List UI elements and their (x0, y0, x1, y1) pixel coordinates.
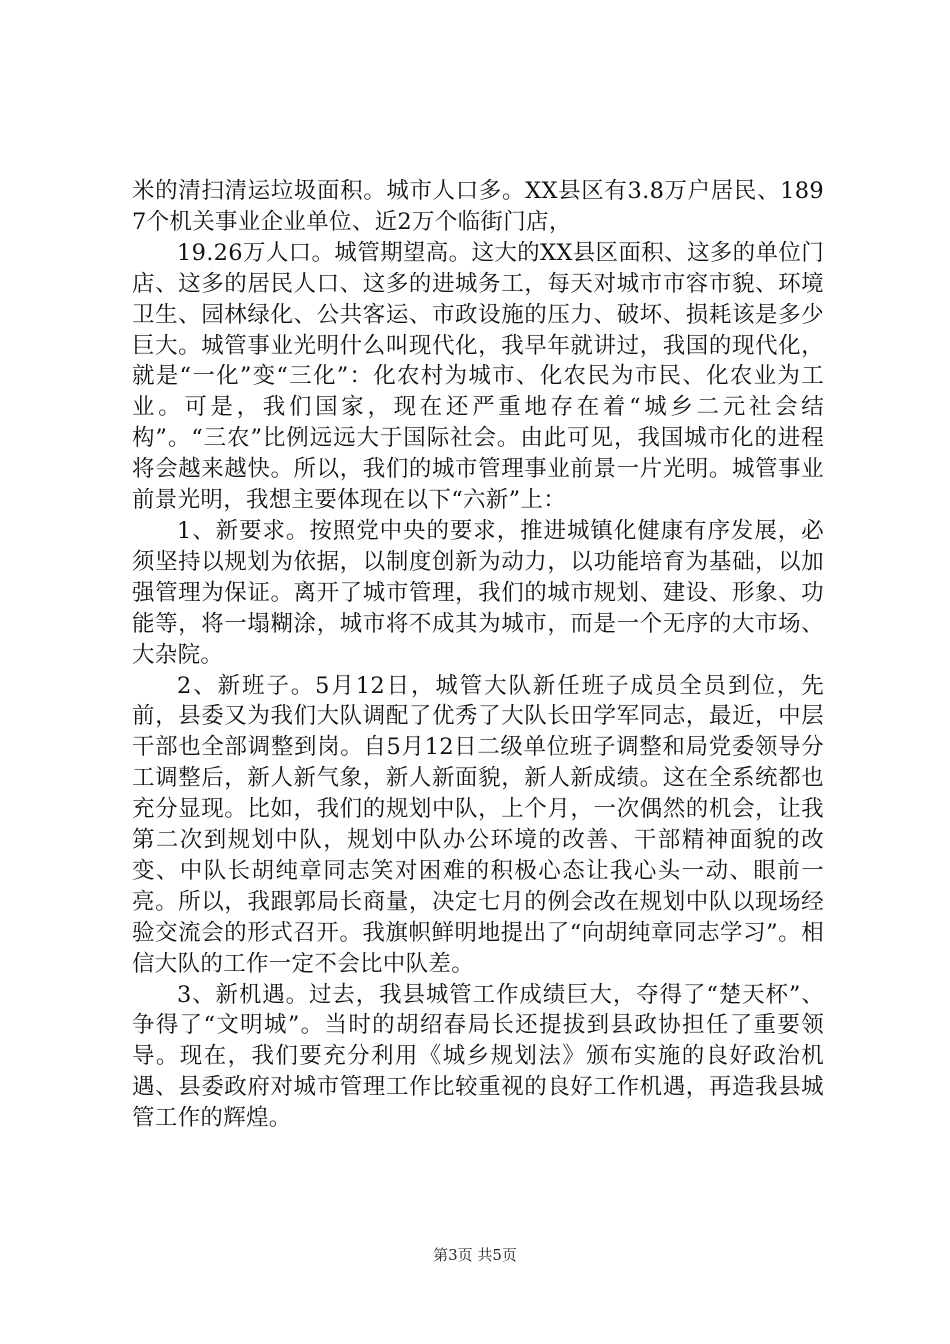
page-footer: 第3页 共5页 (433, 1246, 517, 1264)
document-body (132, 176, 824, 1134)
paragraph: 2、新班子。5月12日，城管大队新任班子成员全员到位，先前，县委又为我们大队调配了优秀了大队长田学军同志，最近，中层干部也全部调整到岗。自5月12日二级单位班子调整和局党委领导分工调整后，新人新气象，新人新面貌，新人新成绩。这在全系统都也充分显现。比如，我们的规划中队，上个月，一次偶然的机会，让我第二次到规划中队，规划中队办公环境的改善、干部精神面貌的改变、中队长胡纯章同志笑对困难的积极心态让我心头一动、眼前一亮。所以，我跟郭局长商量，决定七月的例会改在规划中队以现场经验交流会的形式召开。我旗帜鲜明地提出了“向胡纯章同志学习”。相信大队的工作一定不会比中队差。 (132, 672, 824, 977)
paragraph: 19.26万人口。城管期望高。这大的XX县区面积、这多的单位门店、这多的居民人口、这多的进城务工，每天对城市市容市貌、环境卫生、园林绿化、公共客运、市政设施的压力、破坏、损耗该是多少巨大。城管事业光明什么叫现代化，我早年就讲过，我国的现代化，就是“一化”变“三化”：化农村为城市、化农民为市民、化农业为工业。可是，我们国家，现在还严重地存在着“城乡二元社会结构”。“三农”比例远远大于国际社会。由此可见，我国城市化的进程将会越来越快。所以，我们的城市管理事业前景一片光明。城管事业前景光明，我想主要体现在以下“六新”上： (132, 239, 824, 514)
paragraph: 3、新机遇。过去，我县城管工作成绩巨大，夺得了“楚天杯”、争得了“文明城”。当时的胡绍春局长还提拔到县政协担任了重要领导。现在，我们要充分利用《城乡规划法》颁布实施的良好政治机遇、县委政府对城市管理工作比较重视的良好工作机遇，再造我县城管工作的辉煌。 (132, 981, 824, 1132)
paragraph: 米的清扫清运垃圾面积。城市人口多。XX县区有3.8万户居民、1897个机关事业企业单位、近2万个临街门店， (132, 178, 824, 235)
paragraph: 1、新要求。按照党中央的要求，推进城镇化健康有序发展，必须坚持以规划为依据，以制度创新为动力，以功能培育为基础，以加强管理为保证。离开了城市管理，我们的城市规划、建设、形象、功能等，将一塌糊涂，城市将不成其为城市，而是一个无序的大市场、大杂院。 (132, 517, 824, 668)
